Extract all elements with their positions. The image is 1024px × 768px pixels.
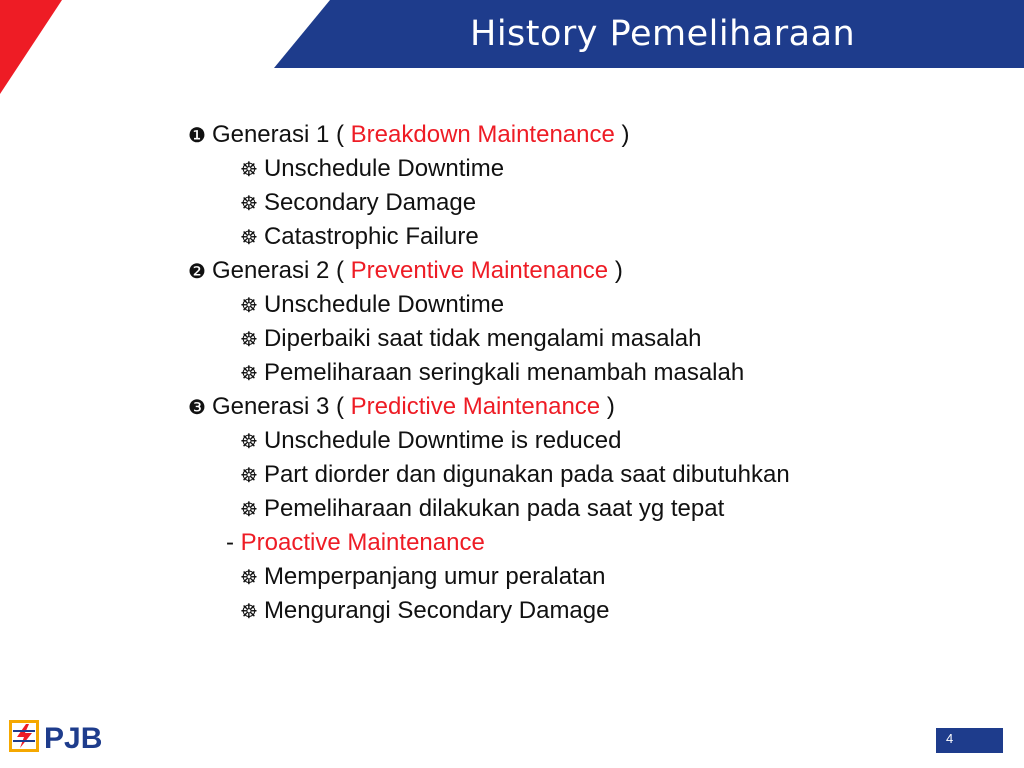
list-item bbox=[188, 186, 790, 220]
maintenance-type: Preventive Maintenance bbox=[350, 257, 609, 284]
slide-title: History Pemeliharaan bbox=[470, 14, 856, 54]
wheel-bullet-icon: ☸ bbox=[240, 599, 258, 623]
page-number: 4 bbox=[946, 731, 954, 746]
wheel-bullet-icon: ☸ bbox=[240, 327, 258, 351]
list-item-text: Unschedule Downtime bbox=[263, 291, 505, 318]
generation-2-heading bbox=[188, 254, 790, 288]
wheel-bullet-icon: ☸ bbox=[240, 463, 258, 487]
maintenance-type: Breakdown Maintenance bbox=[350, 121, 615, 148]
list-item bbox=[188, 560, 790, 594]
pjb-logo bbox=[8, 718, 112, 754]
list-item-text: Memperpanjang umur peralatan bbox=[263, 563, 606, 590]
closing-paren: ) bbox=[606, 393, 615, 420]
list-item bbox=[188, 458, 790, 492]
wheel-bullet-icon: ☸ bbox=[240, 361, 258, 385]
list-item-text: Part diorder dan digunakan pada saat dibutuhkan bbox=[263, 461, 790, 488]
wheel-bullet-icon: ☸ bbox=[240, 191, 258, 215]
list-item-text: Diperbaiki saat tidak mengalami masalah bbox=[263, 325, 702, 352]
list-item-text: Secondary Damage bbox=[263, 189, 477, 216]
dash-marker: - bbox=[226, 529, 234, 556]
generation-label: Generasi 3 ( bbox=[211, 393, 344, 420]
list-item bbox=[188, 322, 790, 356]
closing-paren: ) bbox=[621, 121, 630, 148]
list-item-text: Catastrophic Failure bbox=[263, 223, 479, 250]
slide-content bbox=[188, 118, 790, 628]
list-item-text: Pemeliharaan seringkali menambah masalah bbox=[263, 359, 745, 386]
list-item bbox=[188, 220, 790, 254]
wheel-bullet-icon: ☸ bbox=[240, 565, 258, 589]
wheel-bullet-icon: ☸ bbox=[240, 293, 258, 317]
list-item-text: Mengurangi Secondary Damage bbox=[263, 597, 610, 624]
list-item bbox=[188, 152, 790, 186]
wheel-bullet-icon: ☸ bbox=[240, 497, 258, 521]
number-2-icon: ❷ bbox=[188, 259, 206, 283]
list-item bbox=[188, 424, 790, 458]
maintenance-type: Proactive Maintenance bbox=[240, 529, 485, 556]
wheel-bullet-icon: ☸ bbox=[240, 429, 258, 453]
maintenance-type: Predictive Maintenance bbox=[350, 393, 601, 420]
number-1-icon: ❶ bbox=[188, 123, 206, 147]
list-item-text: Unschedule Downtime is reduced bbox=[263, 427, 622, 454]
list-item bbox=[188, 492, 790, 526]
generation-label: Generasi 2 ( bbox=[211, 257, 344, 284]
logo-wordmark: PJB bbox=[44, 722, 103, 754]
list-item bbox=[188, 594, 790, 628]
list-item-text: Pemeliharaan dilakukan pada saat yg tepat bbox=[263, 495, 725, 522]
generation-1-heading bbox=[188, 118, 790, 152]
generation-label: Generasi 1 ( bbox=[211, 121, 344, 148]
list-item bbox=[188, 288, 790, 322]
list-item bbox=[188, 356, 790, 390]
generation-3-heading bbox=[188, 390, 790, 424]
number-3-icon: ❸ bbox=[188, 395, 206, 419]
list-item-text: Unschedule Downtime bbox=[263, 155, 505, 182]
wheel-bullet-icon: ☸ bbox=[240, 157, 258, 181]
wheel-bullet-icon: ☸ bbox=[240, 225, 258, 249]
corner-red-triangle bbox=[0, 0, 62, 94]
closing-paren: ) bbox=[614, 257, 623, 284]
proactive-heading bbox=[188, 526, 790, 560]
